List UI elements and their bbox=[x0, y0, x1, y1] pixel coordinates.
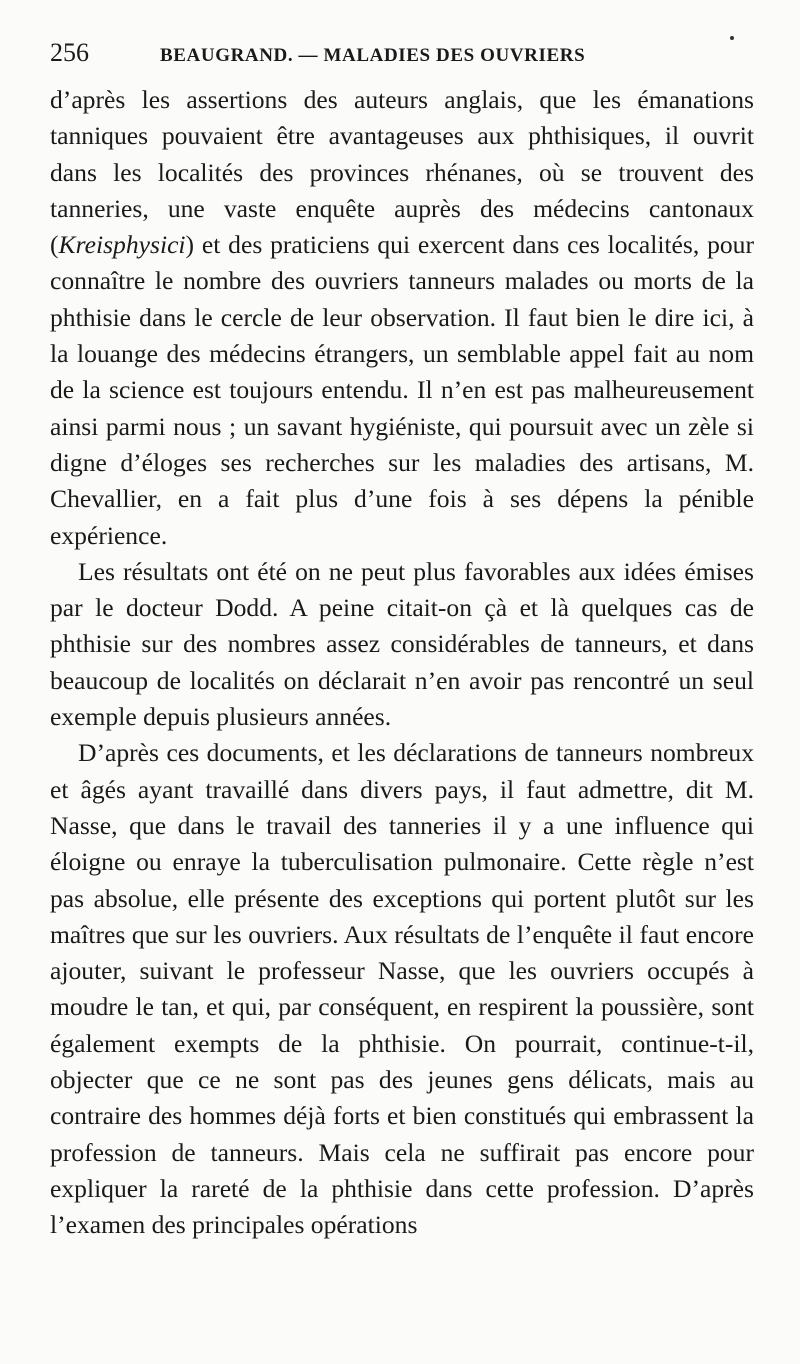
paragraph-1-start: d’après les assertions des auteurs anglais, que les émanations tanniques pouvaient être avantageuses aux phthisiques, il ouvrit dans les localités des provinces rhénanes, où se trouvent des tanneries, une vaste enquête auprès des médecins cantonaux ( bbox=[50, 85, 754, 260]
paragraph-1 bbox=[50, 82, 754, 554]
body-text bbox=[50, 82, 754, 1244]
margin-dot bbox=[730, 36, 734, 40]
paragraph-2: Les résultats ont été on ne peut plus favorables aux idées émises par le docteur Dodd. A peine citait-on çà et là quelques cas de phthisie sur des nombres assez considérables de tanneurs, et dans beaucoup de localités on déclarait n’en avoir pas rencontré un seul exemple depuis plusieurs années. bbox=[50, 556, 754, 732]
page-number: 256 bbox=[50, 38, 89, 67]
running-title: BEAUGRAND. — MALADIES DES OUVRIERS bbox=[160, 45, 586, 66]
paragraph-1-end: ) et des praticiens qui exercent dans ces localités, pour connaître le nombre des ouvriers tanneurs malades ou morts de la phthisie dans le cercle de leur observation. Il faut bien le dire ici, à la louange des médecins étrangers, un semblable appel fait au nom de la science est toujours entendu. Il n’en est pas malheureusement ainsi parmi nous ; un savant hygiéniste, qui poursuit avec un zèle si digne d’éloges ses recherches sur les maladies des artisans, M. Chevallier, en a fait plus d’une fois à ses dépens la pénible expérience. bbox=[50, 230, 754, 550]
paragraph-3: D’après ces documents, et les déclarations de tanneurs nombreux et âgés ayant travaillé dans divers pays, il faut admettre, dit M. Nasse, que dans le travail des tanneries il y a une influence qui éloigne ou enraye la tuberculisation pulmonaire. Cette règle n’est pas absolue, elle présente des exceptions qui portent plutôt sur les maîtres que sur les ouvriers. Aux résultats de l’enquête il faut encore ajouter, suivant le professeur Nasse, que les ouvriers occupés à moudre le tan, et qui, par conséquent, en respirent la poussière, sont également exempts de la phthisie. On pourrait, continue-t-il, objecter que ce ne sont pas des jeunes gens délicats, mais au contraire des hommes déjà forts et bien constitués qui embrassent la profession de tanneurs. Mais cela ne suffirait pas encore pour expliquer la rareté de la phthisie dans cette profession. D’après l’examen des principales opérations bbox=[50, 738, 754, 1240]
italic-term: Kreisphysici bbox=[58, 230, 186, 260]
page-header bbox=[50, 38, 754, 78]
